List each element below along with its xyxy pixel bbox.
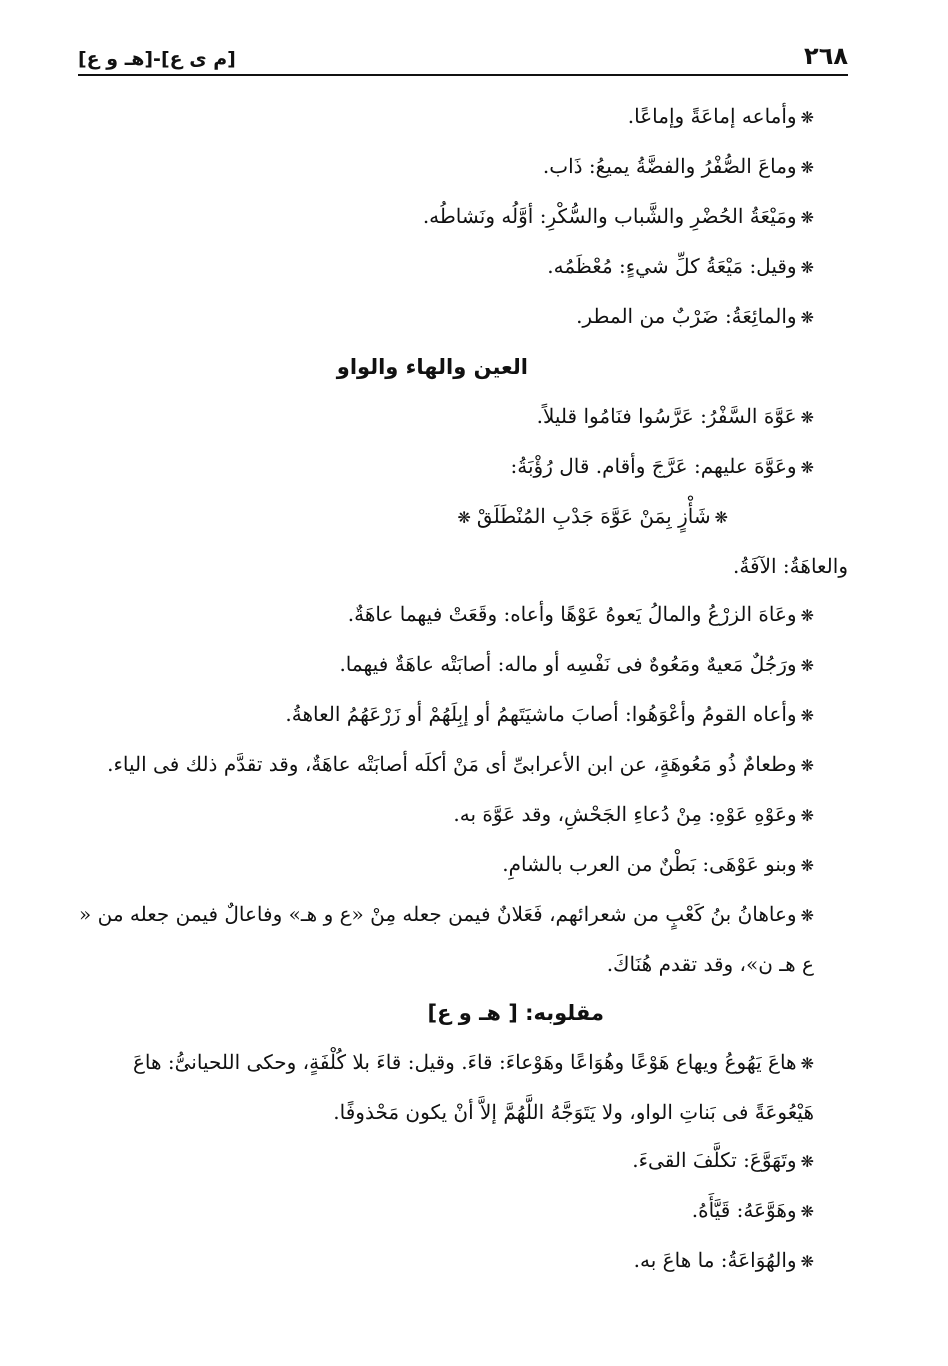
entry-line: والعاهَةُ: الآفَةُ.: [732, 554, 848, 578]
entry-line: ❋والمائِعَةُ: ضَرْبٌ من المطر.: [576, 304, 814, 328]
star-icon: ❋: [800, 656, 814, 675]
entry-line: ❋عَوَّهَ السَّفْرُ: عَرَّسُوا فنَامُوا قليلاً.: [536, 404, 814, 428]
star-icon: ❋: [800, 1152, 814, 1171]
star-icon: ❋: [800, 308, 814, 327]
entry-paragraph: ❋وعاهانُ بنُ كَعْبٍ من شعرائهم، فَعَلانٌ فيمن جعله مِنْ «ع و هـ» وفاعالٌ فيمن جعله من « ع هـ ن»، وقد تقدم هُنَاكَ.: [79, 902, 814, 976]
entry-line: ❋ورَجُلٌ مَعيهٌ ومَعُوهٌ فى نَفْسِه أو ماله: أصابَتْه عاهَةٌ فيهما.: [339, 652, 814, 676]
star-icon: ❋: [800, 408, 814, 427]
entry-line: ❋وبنو عَوْهَى: بَطْنٌ من العرب بالشامِ.: [502, 852, 814, 876]
entry-line: ❋وعَاهَ الزرْعُ والمالُ يَعوهُ عَوْهًا وأعاه: وقَعَتْ فيهما عاهَةٌ.: [347, 602, 814, 626]
entry-line: ❋ومَيْعَةُ الحُضْرِ والشَّباب والسُّكْرِ: أوَّلُه ونَشاطُه.: [422, 204, 814, 228]
star-icon: ❋: [800, 856, 814, 875]
star-icon: ❋: [800, 906, 814, 925]
entry-line: ❋وأماعه إماعَةً وإماعًا.: [627, 104, 814, 128]
entry-line: ❋وأعاه القومُ وأعْوَهُوا: أصابَ ماشيَتَهمُ أو إبِلَهُمْ أو زَرْعَهُمُ العاهةُ.: [285, 702, 814, 726]
star-icon: ❋: [800, 458, 814, 477]
star-icon: ❋: [800, 806, 814, 825]
entry-line: ❋والهُوَاعَةُ: ما هاعَ به.: [633, 1248, 814, 1272]
entry-line: ❋وهَوَّعَهُ: قَيَّأَهُ.: [691, 1198, 814, 1222]
entry-paragraph: ❋هاعَ يَهُوعُ ويهاع هَوْعًا وهُوَاعًا وهَوْعاءَ: قاءَ. وقيل: قاءَ بلا كُلْفَةٍ، وحكى اللحيانىُّ: هاعَ هَيْعُوعَةً فى بَناتِ الواو، ولا يَتَوَجَّهُ اللَّهُمَّ إلاَّ أنْ يكون مَحْذوفًا.: [132, 1050, 814, 1124]
entry-line: ❋وعَوْهِ عَوْهِ: مِنْ دُعاءِ الجَحْشِ، وقد عَوَّهَ به.: [453, 802, 814, 826]
section-heading-ayn-ha-waw: العين والهاء والواو: [336, 355, 528, 379]
header-root-range: [م ى ع]-[هـ و ع]: [78, 48, 236, 70]
star-icon: ❋: [800, 706, 814, 725]
star-icon: ❋: [800, 108, 814, 127]
star-icon: ❋: [800, 1252, 814, 1271]
star-icon: ❋: [800, 606, 814, 625]
entry-paragraph: ❋وطعامٌ ذُو مَعُوهَةٍ، عن ابن الأعرابىِّ أى مَنْ أكلَه أصابَتْه عاهَةٌ، وقد تقدَّم ذلك فى الياء.: [107, 752, 814, 776]
star-icon: ❋: [714, 508, 728, 527]
running-header: [78, 38, 848, 76]
section-heading-inverted-root: مقلوبه: [ هـ و ع]: [427, 1001, 604, 1025]
entry-line: ❋وعَوَّهَ عليهم: عَرَّجَ وأقام. قال رُؤْبَةُ:: [510, 454, 814, 478]
entry-line: ❋وتَهَوَّعَ: تكلَّفَ القىءَ.: [632, 1148, 814, 1172]
star-icon: ❋: [800, 756, 814, 775]
page-number: ٢٦٨: [804, 42, 848, 70]
star-icon: ❋: [800, 1054, 814, 1073]
star-icon: ❋: [457, 508, 471, 527]
star-icon: ❋: [800, 258, 814, 277]
page-body: [78, 92, 848, 1286]
star-icon: ❋: [800, 158, 814, 177]
entry-line: ❋وقيل: مَيْعَةُ كلِّ شيءٍ: مُعْظَمُه.: [547, 254, 814, 278]
entry-line: ❋وماعَ الصُّفْرُ والفضَّةُ يميعُ: ذَاب.: [542, 154, 814, 178]
verse-line: ❋شَأْزٍ بِمَنْ عَوَّهَ جَدْبِ المُنْطَلَقْ❋: [457, 504, 728, 528]
book-page: [78, 38, 848, 1286]
star-icon: ❋: [800, 1202, 814, 1221]
star-icon: ❋: [800, 208, 814, 227]
